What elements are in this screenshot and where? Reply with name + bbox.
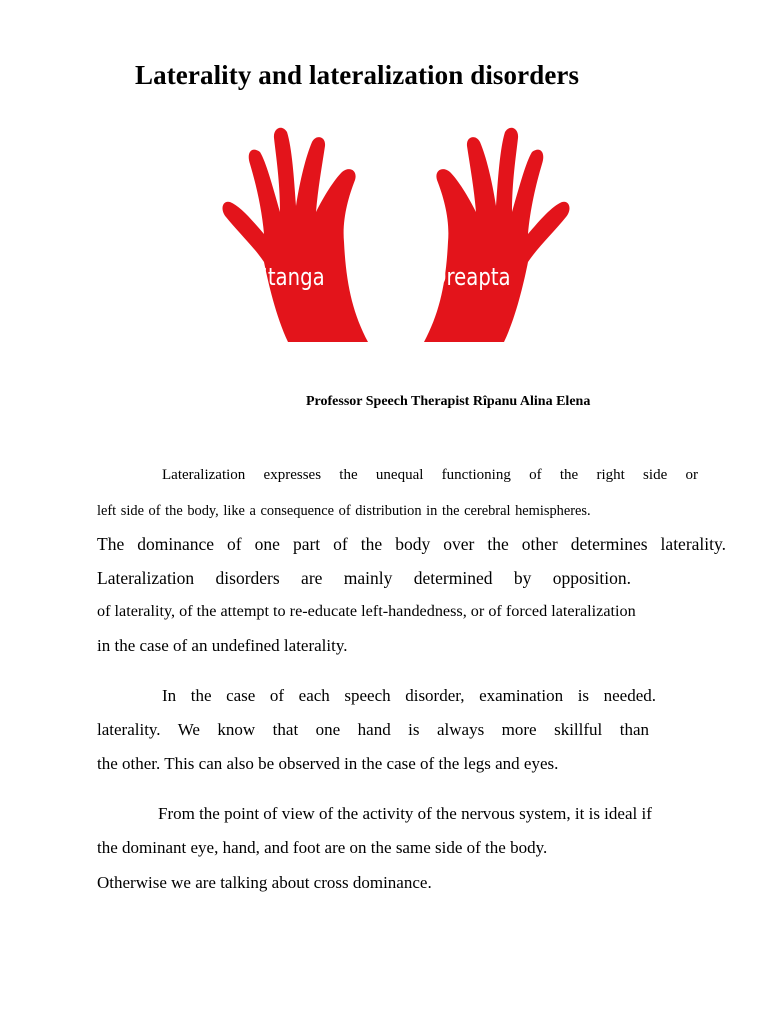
paragraph-1-line-6: in the case of an undefined laterality.: [97, 636, 348, 655]
right-hand-label: Dreapta: [431, 264, 511, 292]
paragraph-2-line-2: laterality. We know that one hand is always more skillful than: [97, 720, 649, 739]
paragraph-2-line-1: In the case of each speech disorder, examination is needed.: [162, 686, 656, 705]
right-hand-icon: [424, 128, 569, 342]
left-hand-label: Stanga: [255, 264, 325, 292]
left-hand-shape: [223, 128, 368, 342]
hands-illustration: [218, 122, 574, 348]
paragraph-3-line-1: From the point of view of the activity of the nervous system, it is ideal if: [158, 804, 652, 823]
paragraph-1-line-4: Lateralization disorders are mainly determined by opposition.: [97, 568, 631, 588]
paragraph-1-line-2: left side of the body, like a consequence of distribution in the cerebral hemispheres.: [97, 503, 591, 519]
paragraph-1-line-5: of laterality, of the attempt to re-educate left-handedness, or of forced lateralization: [97, 602, 636, 620]
author-line: Professor Speech Therapist Rîpanu Alina Elena: [306, 394, 591, 409]
paragraph-1-line-3: The dominance of one part of the body over the other determines laterality.: [97, 534, 726, 554]
paragraph-2-line-3: the other. This can also be observed in the case of the legs and eyes.: [97, 754, 559, 773]
document-title: Laterality and lateralization disorders: [135, 60, 580, 90]
right-hand-shape: [424, 128, 569, 342]
paragraph-1-line-1: Lateralization expresses the unequal functioning of the right side or: [162, 467, 698, 483]
paragraph-3-line-2: the dominant eye, hand, and foot are on the same side of the body.: [97, 838, 548, 857]
left-hand-icon: [223, 128, 368, 342]
paragraph-3-line-3: Otherwise we are talking about cross dominance.: [97, 873, 432, 892]
